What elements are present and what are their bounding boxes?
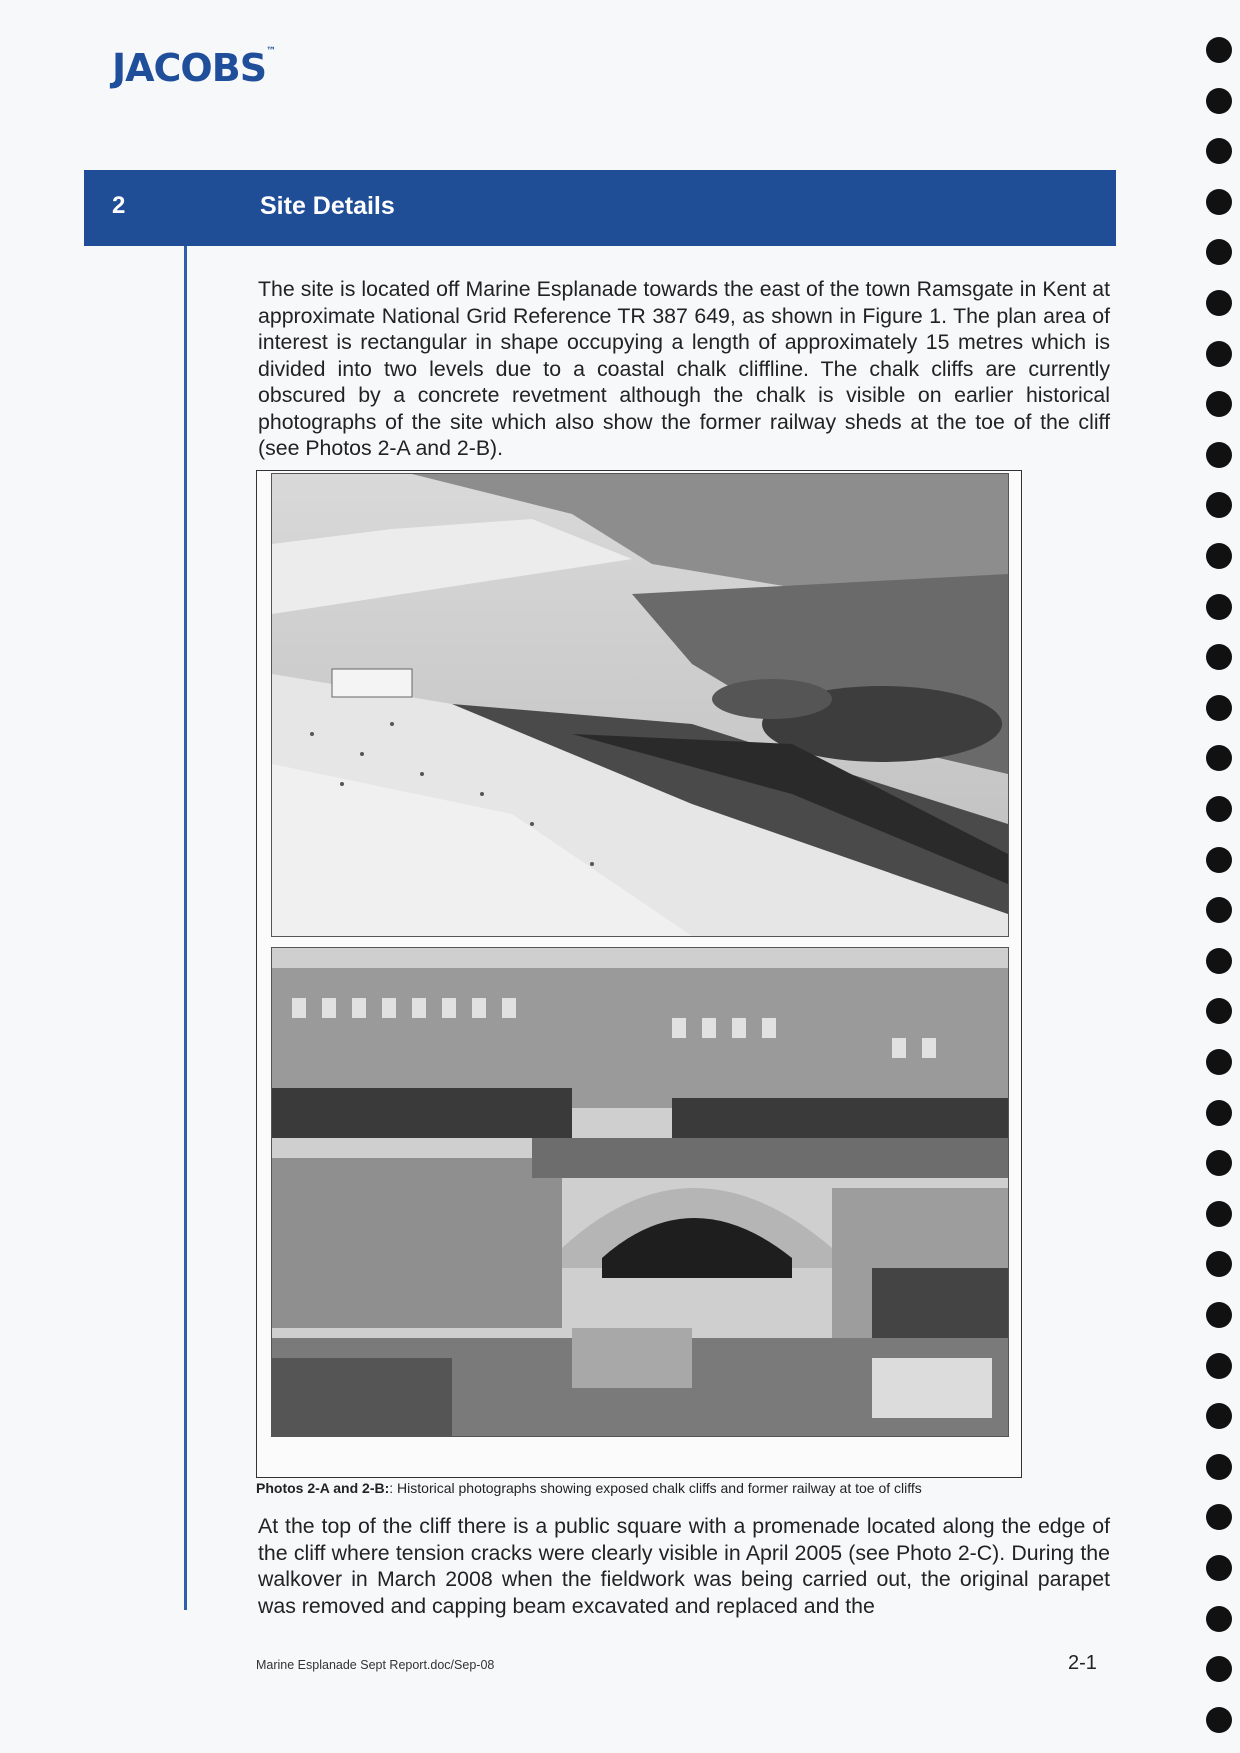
binder-hole — [1206, 1100, 1232, 1126]
binder-hole — [1206, 341, 1232, 367]
caption-label: Photos 2-A and 2-B: — [256, 1480, 390, 1496]
binder-hole — [1206, 1201, 1232, 1227]
binder-hole — [1206, 1049, 1232, 1075]
binder-hole — [1206, 897, 1232, 923]
binder-hole — [1206, 1150, 1232, 1176]
binder-hole — [1206, 948, 1232, 974]
binder-hole — [1206, 745, 1232, 771]
binder-hole — [1206, 1656, 1232, 1682]
binder-hole — [1206, 239, 1232, 265]
binder-hole — [1206, 391, 1232, 417]
binder-hole — [1206, 1302, 1232, 1328]
binder-hole — [1206, 189, 1232, 215]
binder-hole — [1206, 138, 1232, 164]
section-number: 2 — [112, 192, 126, 219]
binder-hole — [1206, 492, 1232, 518]
figure-caption — [256, 1480, 1116, 1496]
section-title: Site Details — [260, 192, 395, 220]
binder-hole — [1206, 644, 1232, 670]
binder-hole — [1206, 796, 1232, 822]
binder-hole — [1206, 442, 1232, 468]
binder-hole — [1206, 998, 1232, 1024]
binder-hole — [1206, 695, 1232, 721]
binder-hole — [1206, 37, 1232, 63]
binder-hole — [1206, 1606, 1232, 1632]
binder-hole — [1206, 1251, 1232, 1277]
binder-hole — [1206, 1504, 1232, 1530]
section-header-bar — [84, 170, 1116, 246]
photo-figure-frame — [256, 470, 1022, 1478]
binder-hole — [1206, 290, 1232, 316]
jacobs-logo: JACOBS™ — [112, 46, 277, 90]
binder-hole — [1206, 1555, 1232, 1581]
binder-hole — [1206, 847, 1232, 873]
binder-hole — [1206, 1707, 1232, 1733]
binder-hole — [1206, 1454, 1232, 1480]
margin-rule — [184, 246, 187, 1610]
binder-hole — [1206, 543, 1232, 569]
binder-hole — [1206, 594, 1232, 620]
body-paragraph-1: The site is located off Marine Esplanade towards the east of the town Ramsgate in Kent at approximate National Grid Reference TR 387 649, as shown in Figure 1. The plan area of interest is rectangular in shape occupying a length of approximately 15 metres which is divided into two levels due to a coastal chalk cliffline. The chalk cliffs are currently obscured by a concrete revetment although the chalk is visible on earlier historical photographs of the site which also show the former railway sheds at the toe of the cliff (see Photos 2-A and 2-B). — [258, 277, 1110, 460]
footer-document-ref: Marine Esplanade Sept Report.doc/Sep-08 — [256, 1658, 495, 1672]
binder-hole — [1206, 1403, 1232, 1429]
photo-2a-aerial-view — [271, 473, 1009, 937]
binder-hole — [1206, 88, 1232, 114]
binder-hole — [1206, 1353, 1232, 1379]
caption-text: : Historical photographs showing exposed chalk cliffs and former railway at toe of cliffs — [389, 1480, 922, 1496]
body-paragraph-2: At the top of the cliff there is a public square with a promenade located along the edge of the cliff where tension cracks were clearly visible in April 2005 (see Photo 2-C). During the walkover in March 2008 when the fieldwork was being carried out, the original parapet was removed and capping beam excavated and replaced and the — [258, 1514, 1110, 1618]
photo-2b-railway-sheds — [271, 947, 1009, 1437]
footer-page-number: 2-1 — [1068, 1652, 1097, 1674]
